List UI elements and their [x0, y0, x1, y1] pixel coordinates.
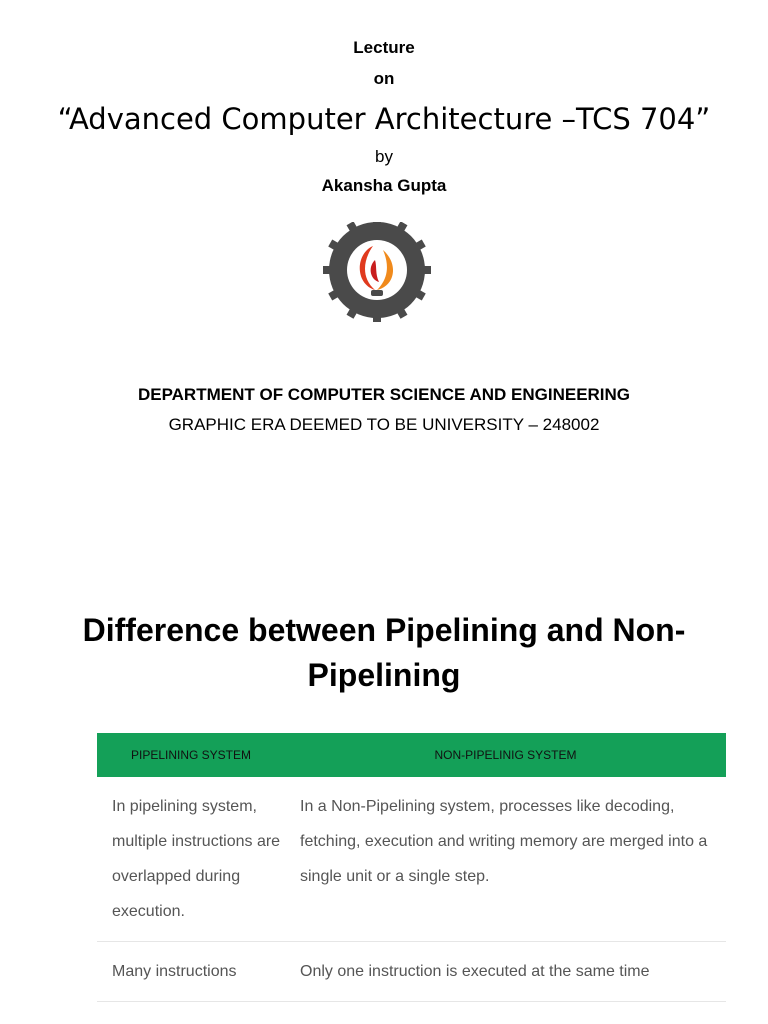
- table-row: [97, 777, 726, 942]
- table-cell: Many instructions: [112, 963, 237, 980]
- table-cell: In pipelining system, multiple instructions are overlapped during execution.: [112, 798, 281, 920]
- header-non-pipelining: NON-PIPELINIG SYSTEM: [434, 748, 577, 762]
- slide-heading: Difference between Pipelining and Non-Pipelining: [82, 612, 686, 693]
- author-name: Akansha Gupta: [321, 176, 447, 195]
- table-row: [97, 942, 726, 1002]
- table-cell: Only one instruction is executed at the same time: [300, 963, 650, 980]
- university-logo: [323, 222, 431, 322]
- department-name: DEPARTMENT OF COMPUTER SCIENCE AND ENGINEERING: [137, 385, 631, 404]
- comparison-table: [97, 733, 726, 1002]
- university-name: GRAPHIC ERA DEEMED TO BE UNIVERSITY – 248002: [168, 415, 600, 434]
- course-title: “Advanced Computer Architecture –TCS 704”: [57, 102, 711, 136]
- header-pipelining: PIPELINING SYSTEM: [130, 748, 252, 762]
- lecture-label: Lecture: [353, 38, 415, 57]
- table-header-row: [97, 733, 726, 777]
- table-cell: In a Non-Pipelining system, processes like decoding, fetching, execution and writing memory are merged into a single unit or a single step.: [300, 798, 708, 885]
- on-label: on: [373, 69, 395, 88]
- by-label: by: [375, 147, 393, 166]
